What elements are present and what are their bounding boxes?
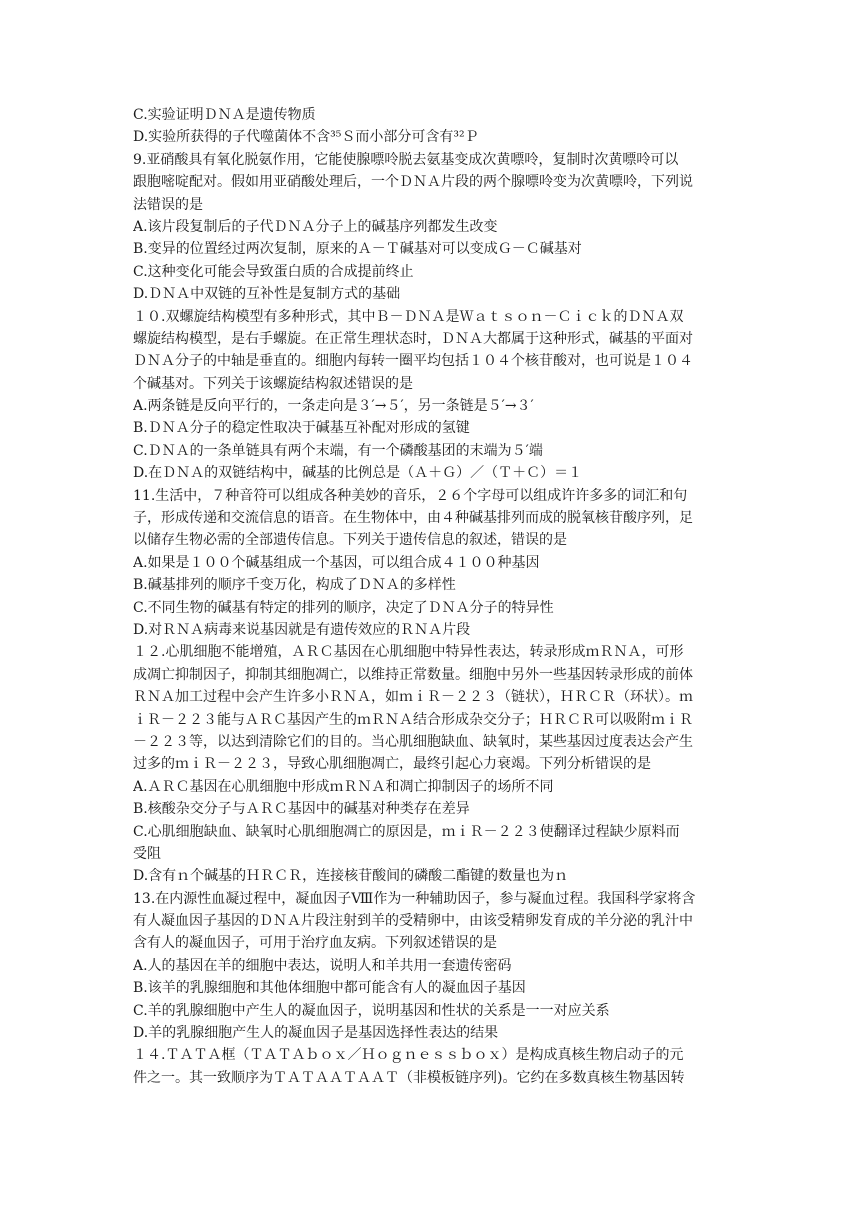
text-line: 成凋亡抑制因子，抑制其细胞凋亡，以维持正常数量。细胞中另外一些基因转录形成的前体 [133,666,693,683]
text-line: A.ＡＲＣ基因在心肌细胞中形成ｍＲＮＡ和凋亡抑制因子的场所不同 [133,778,554,795]
text-line: 受阻 [133,845,161,862]
text-line: 法错误的是 [133,196,203,213]
text-line: －２２３等，以达到清除它们的目的。当心肌细胞缺血、缺氧时，某些基因过度表达会产生 [133,733,693,750]
text-line: C.这种变化可能会导致蛋白质的合成提前终止 [133,263,414,280]
text-line: 有人凝血因子基因的ＤＮＡ片段注射到羊的受精卵中，由该受精卵发育成的羊分泌的乳汁中 [133,913,693,930]
text-line: C.实验证明ＤＮＡ是遗传物质 [133,107,316,123]
text-line: D.对ＲＮＡ病毒来说基因就是有遗传效应的ＲＮＡ片段 [133,621,471,638]
text-line: A.该片段复制后的子代ＤＮＡ分子上的碱基序列都发生改变 [133,218,498,235]
text-line: ｉＲ－２２３能与ＡＲＣ基因产生的ｍＲＮＡ结合形成杂交分子；ＨＲＣＲ可以吸附ｍｉＲ [133,711,693,728]
text-line: 9.亚硝酸具有氧化脱氨作用，它能使腺嘌呤脱去氨基变成次黄嘌呤，复制时次黄嘌呤可以 [133,151,679,168]
text-line: C.心肌细胞缺血、缺氧时心肌细胞凋亡的原因是，ｍｉＲ－２２３使翻译过程缺少原料而 [133,823,680,840]
text-line: B.核酸杂交分子与ＡＲＣ基因中的碱基对种类存在差异 [133,801,470,818]
text-line: 含有人的凝血因子，可用于治疗血友病。下列叙述错误的是 [133,935,497,952]
text-line: D.羊的乳腺细胞产生人的凝血因子是基因选择性表达的结果 [133,1025,499,1042]
text-line: C.羊的乳腺细胞中产生人的凝血因子，说明基因和性状的关系是一一对应关系 [133,1002,610,1019]
text-line: 跟胞嘧啶配对。假如用亚硝酸处理后，一个ＤＮＡ片段的两个腺嘌呤变为次黄嘌呤，下列说 [133,174,693,191]
text-line: 个碱基对。下列关于该螺旋结构叙述错误的是 [133,375,413,392]
text-line: A.两条链是反向平行的，一条走向是３′→５′，另一条链是５′→３′ [133,398,534,415]
text-line: C.不同生物的碱基有特定的排列的顺序，决定了ＤＮＡ分子的特异性 [133,599,554,616]
text-line: A.人的基因在羊的细胞中表达，说明人和羊共用一套遗传密码 [133,957,512,974]
text-line: ＤＮＡ分子的中轴是垂直的。细胞内每转一圈平均包括１０４个核苷酸对，也可说是１０４ [133,353,693,370]
text-line: B.变异的位置经过两次复制，原来的Ａ－Ｔ碱基对可以变成Ｇ－Ｃ碱基对 [133,241,582,258]
text-line: D.在ＤＮＡ的双链结构中，碱基的比例总是（Ａ＋Ｇ）／（Ｔ＋Ｃ）＝１ [133,465,583,482]
text-line: B.ＤＮＡ分子的稳定性取决于碱基互补配对形成的氢键 [133,420,470,437]
text-line: １２.心肌细胞不能增殖，ＡＲＣ基因在心肌细胞中特异性表达，转录形成ｍＲＮＡ，可形 [133,644,684,661]
text-line: D.ＤＮＡ中双链的互补性是复制方式的基础 [133,286,401,303]
text-line: A.如果是１００个碱基组成一个基因，可以组合成４１００种基因 [133,554,540,571]
text-line: 11.生活中，７种音符可以组成各种美妙的音乐，２６个字母可以组成许许多多的词汇和句 [133,487,688,504]
text-line: B.碱基排列的顺序千变万化，构成了ＤＮＡ的多样性 [133,577,456,594]
text-line: C.ＤＮＡ的一条单链具有两个末端，有一个磷酸基团的末端为５′端 [133,442,543,459]
text-line: ＲＮＡ加工过程中会产生许多小ＲＮＡ，如ｍｉＲ－２２３（链状），ＨＲＣＲ（环状）。ｍ [133,689,693,706]
text-line: 子，形成传递和交流信息的语音。在生物体中，由４种碱基排列而成的脱氧核苷酸序列，足 [133,510,693,527]
text-line: D.实验所获得的子代噬菌体不含³⁵Ｓ而小部分可含有³²Ｐ [133,129,479,146]
text-line: 件之一。其一致顺序为ＴＡＴＡＡＴＡＡＴ（非模板链序列)。它约在多数真核生物基因转 [133,1069,685,1086]
text-line: D.含有ｎ个碱基的ＨＲＣＲ，连接核苷酸间的磷酸二酯键的数量也为ｎ [133,868,569,885]
text-line: 螺旋结构模型，是右手螺旋。在正常生理状态时，ＤＮＡ大都属于这种形式，碱基的平面对 [133,330,693,347]
text-line: １０.双螺旋结构模型有多种形式，其中Ｂ－ＤＮＡ是Ｗａｔｓｏｎ－Ｃｉｃｋ的ＤＮＡ双 [133,308,684,325]
text-line: １４.ＴＡＴＡ框（ＴＡＴＡｂｏｘ／Ｈｏｇｎｅｓｓｂｏｘ）是构成真核生物启动子的元 [133,1047,684,1064]
text-line: 13.在内源性血凝过程中，凝血因子Ⅷ作为一种辅助因子，参与凝血过程。我国科学家将含 [133,890,696,907]
text-line: B.该羊的乳腺细胞和其他体细胞中都可能含有人的凝血因子基因 [133,980,526,997]
text-line: 以储存生物必需的全部遗传信息。下列关于遗传信息的叙述，错误的是 [133,532,567,549]
text-line: 过多的ｍｉＲ－２２３，导致心肌细胞凋亡，最终引起心力衰竭。下列分析错误的是 [133,756,651,773]
